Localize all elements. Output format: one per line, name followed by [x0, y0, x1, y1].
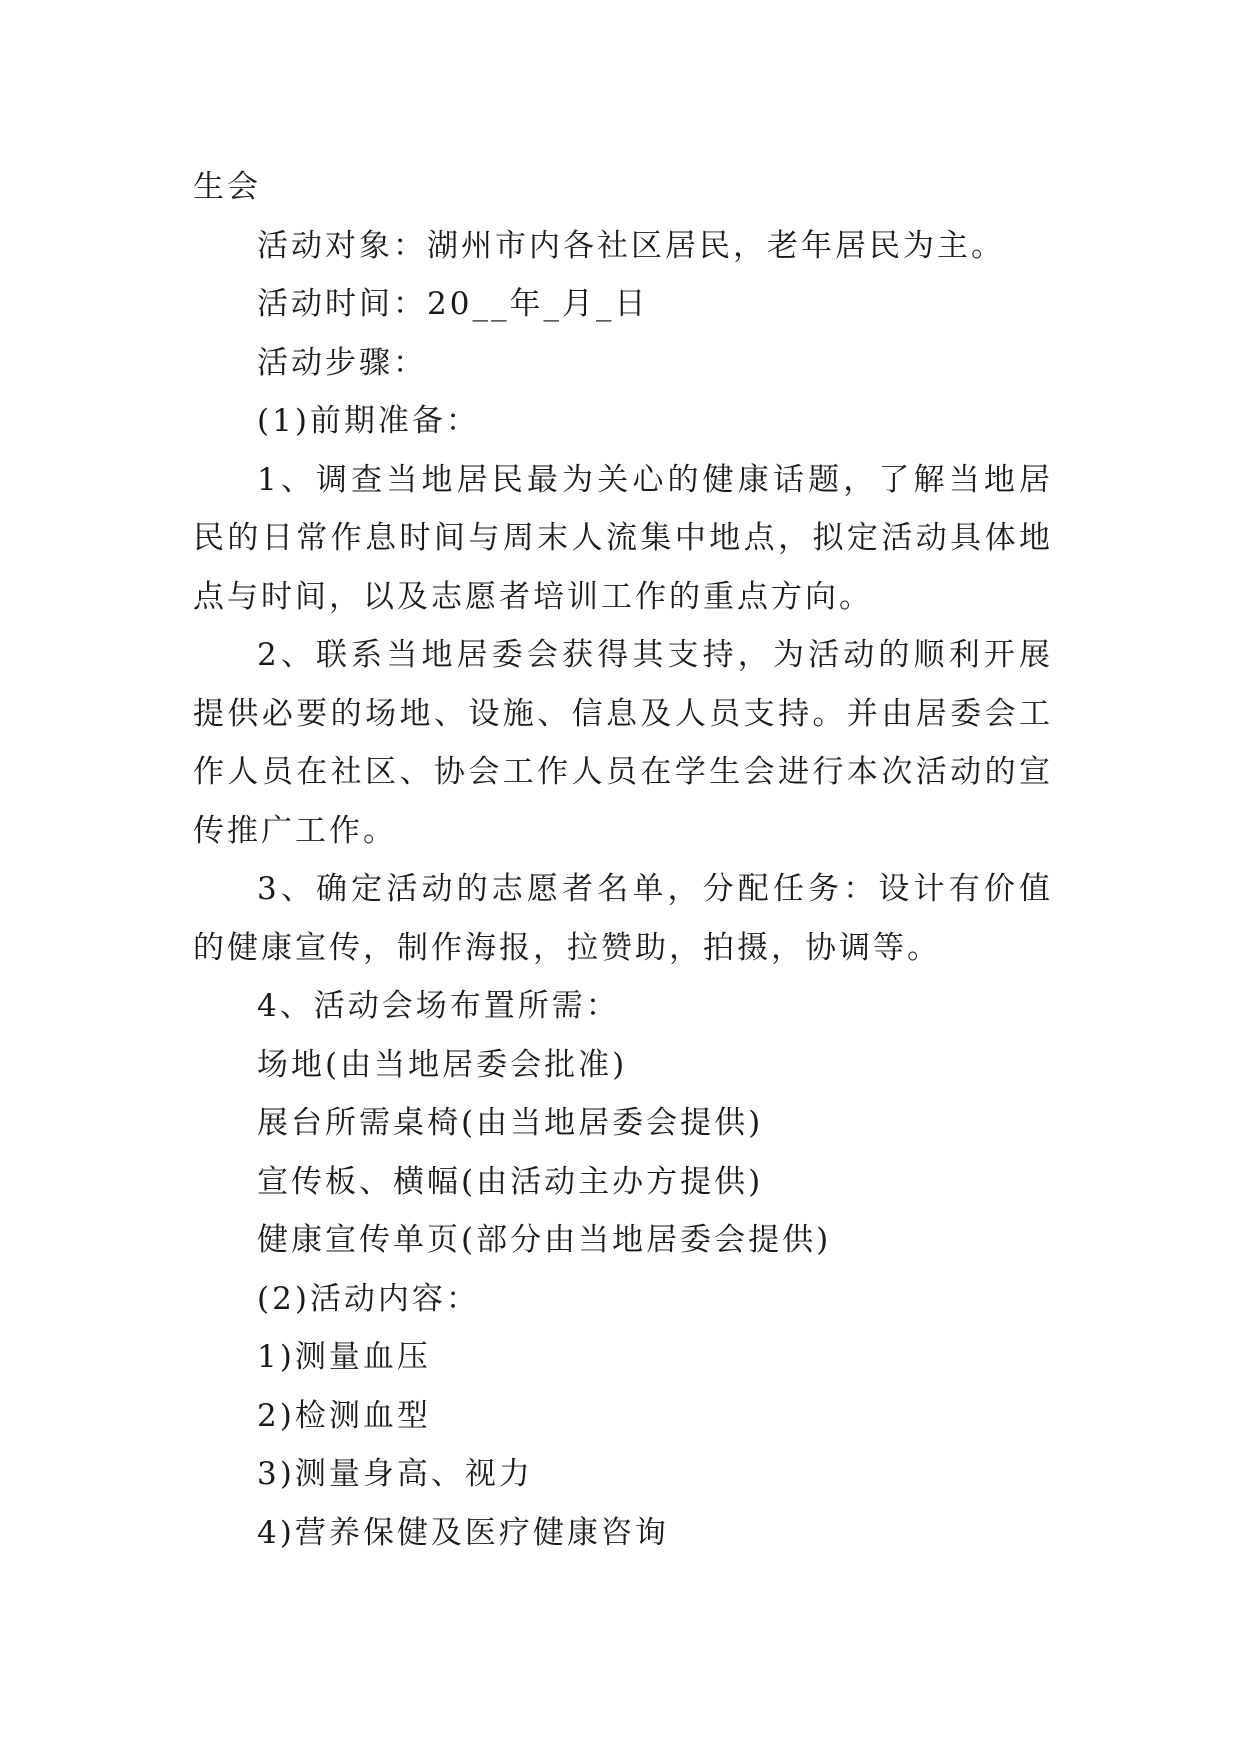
paragraph-activity-steps-heading: 活动步骤： — [257, 344, 427, 381]
paragraph-continuation: 生会 — [193, 169, 261, 205]
paragraph-venue-item: 场地(由当地居委会批准) — [257, 1046, 628, 1083]
paragraph-activity-time: 活动时间：20__年_月_日 — [257, 286, 649, 322]
paragraph-step-2: 2、联系当地居委会获得其支持，为活动的顺利开展提供必要的场地、设施、信息及人员支持。并由居委会工作人员在社区、协会工作人员在学生会进行本次活动的宣传推广工作。 — [193, 637, 1053, 849]
paragraph-activity-target: 活动对象：湖州市内各社区居民，老年居民为主。 — [257, 227, 1005, 264]
paragraph-step-1: 1、调查当地居民最为关心的健康话题，了解当地居民的日常作息时间与周末人流集中地点，拟定活动具体地点与时间，以及志愿者培训工作的重点方向。 — [193, 461, 1053, 615]
paragraph-content-heading: (2)活动内容： — [257, 1280, 480, 1317]
paragraph-step-3: 3、确定活动的志愿者名单，分配任务：设计有价值的健康宣传，制作海报，拉赞助，拍摄，协调等。 — [193, 871, 1053, 966]
paragraph-preparation-heading: (1)前期准备： — [257, 403, 480, 439]
paragraph-leaflet-item: 健康宣传单页(部分由当地居委会提供) — [257, 1222, 832, 1258]
paragraph-step-4: 4、活动会场布置所需： — [257, 988, 620, 1024]
paragraph-furniture-item: 展台所需桌椅(由当地居委会提供) — [257, 1105, 764, 1141]
paragraph-banner-item: 宣传板、横幅(由活动主办方提供) — [257, 1163, 764, 1200]
paragraph-content-item-4: 4)营养保健及医疗健康咨询 — [257, 1514, 669, 1551]
paragraph-content-item-2: 2)检测血型 — [257, 1397, 431, 1434]
paragraph-content-item-1: 1)测量血压 — [257, 1339, 431, 1375]
paragraph-content-item-3: 3)测量身高、视力 — [257, 1456, 533, 1492]
document-body — [193, 158, 1053, 1562]
